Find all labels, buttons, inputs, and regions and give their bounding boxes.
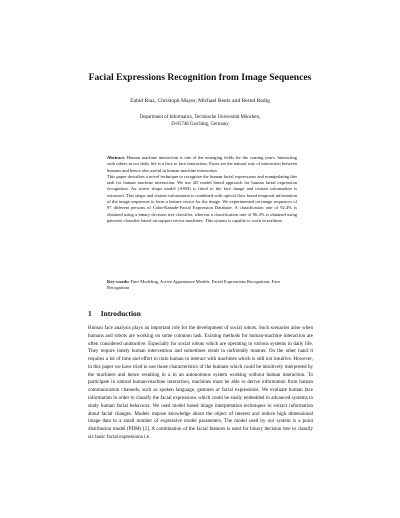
abstract-paragraph-2: This paper describes a novel technique to recognize the human facial expressions and manipulating this task for human machine interaction. We use 2D model based approach for human facial expression recognition. An active shape model (ASM) is fitted to the face image and texture information is extracted. This shape and texture information is combined with optical flow based temporal information of the image sequences to form a feature vector for the image. We experimented on image sequences of 97 different persons of Cohn-Kanade-Facial Expression Database. A classification rate of 92.4% is obtained using a binary decision tree classifier, whereas a classification rate of 96.4% is obtained using pairwise classifier based on support vector machines. This system is capable to work in realtime.: [107, 173, 297, 223]
abstract: [107, 155, 297, 224]
introduction-paragraph: Human face analysis plays an important role for the development of social robots. Such scenarios arise when humans and robots are working on some common task. Existing methods for human-machine interaction are often considered unintuitive. Especially for social robots which are operating in various systems in daily life. They require lonely human intervention and sometimes result in unfriendly manner. On the other hand it requires a lot of time and effort to train human to interact with machines which is still not intuitive. However, in this paper we have tried to use those characteristics of the humans which could be intuitively interpreted by the machines and hence resulting in a in an autonomous system working without human interaction. To participate in natural human-machine interaction, machines must be able to derive information from human communication channels, such as spoken language, gestures or facial expressions. We evaluate human face information in order to classify the facial expressions which could be easily embedded in advanced systems to study human facial behaviors. We used model based image interpretation techniques to extract information about facial changes. Models impose knowledge about the object of interest and reduce high dimensional image data to a small number of expressive model parameters. The model used by our system is a point distribution model (PDM) [2]. A combination of the facial features is used for binary decision tree to classify six basic facial expressions i.e.: [88, 325, 313, 440]
abstract-label: Abstract.: [107, 155, 126, 160]
section-heading: [88, 309, 141, 318]
author-list: Zahid Riaz, Christoph Mayer, Michael Beetz and Bernd Radig: [130, 98, 270, 104]
section-number: 1: [88, 309, 92, 318]
introduction-body: [88, 325, 313, 442]
keywords-text: Face Modeling, Active Appearance Models, Facial Expressions Recognition, Face Recognition: [107, 279, 281, 291]
abstract-text-1: Human machine interaction is one of the emerging fields for the coming years. Interacting with others in our daily life is a face to face interaction. Faces are the natural way of interaction between humans and hence also useful in human machine interaction.: [107, 155, 297, 173]
paper-title: Facial Expressions Recognition from Image Sequences: [88, 72, 312, 83]
affiliation: [0, 114, 400, 128]
affiliation-line-2: D-85748 Garching, Germany: [171, 122, 229, 127]
section-title: Introduction: [100, 309, 141, 318]
keywords: [107, 279, 297, 292]
keywords-label: Key words:: [107, 279, 130, 284]
abstract-paragraph-1: [107, 155, 297, 174]
affiliation-line-1: Department of Informatics, Technische Universität München,: [139, 115, 261, 120]
